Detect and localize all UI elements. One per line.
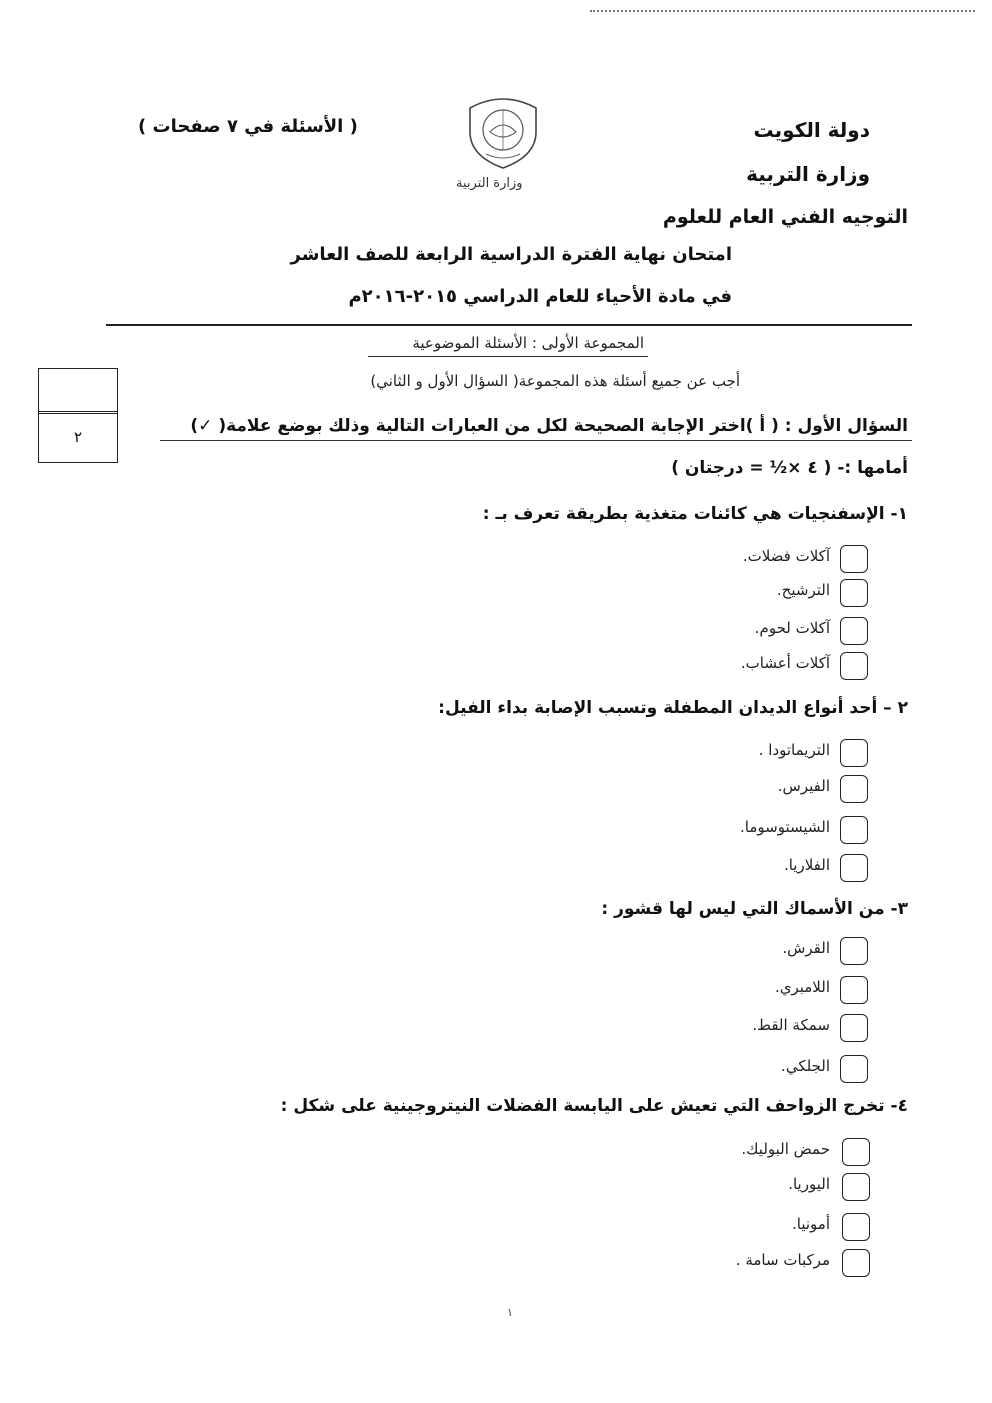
answer-checkbox[interactable]	[840, 617, 868, 645]
answer-checkbox[interactable]	[840, 1055, 868, 1083]
answer-checkbox[interactable]	[842, 1213, 870, 1241]
question-one-line1: السؤال الأول : ( أ )اختر الإجابة الصحيحة لكل من العبارات التالية وذلك بوضع علامة( ✓)	[190, 416, 908, 436]
answer-option: اللامبري.	[774, 978, 830, 996]
subject-line: في مادة الأحياء للعام الدراسي ٢٠١٥-٢٠١٦م	[348, 286, 732, 307]
scan-edge-line	[590, 10, 975, 12]
exam-title: امتحان نهاية الفترة الدراسية الرابعة للصف العاشر	[290, 244, 732, 265]
group-title: المجموعة الأولى : الأسئلة الموضوعية	[412, 334, 644, 352]
answer-checkbox[interactable]	[840, 976, 868, 1004]
emblem-icon	[458, 92, 548, 172]
answer-option: مركبات سامة .	[735, 1251, 830, 1269]
question-stem: ١- الإسفنجيات هي كائنات متغذية بطريقة تعرف بـ :	[482, 504, 908, 524]
answer-checkbox[interactable]	[842, 1173, 870, 1201]
answer-checkbox[interactable]	[840, 545, 868, 573]
page-number: ١	[507, 1306, 513, 1319]
answer-option: آكلات أعشاب.	[740, 654, 830, 672]
answer-option: الفلاريا.	[783, 856, 830, 874]
score-box	[38, 368, 118, 414]
department-name: التوجيه الفني العام للعلوم	[662, 206, 908, 228]
answer-option: سمكة القط.	[752, 1016, 830, 1034]
answer-checkbox[interactable]	[840, 1014, 868, 1042]
ministry-name: وزارة التربية	[746, 162, 870, 186]
pages-note: ( الأسئلة في ٧ صفحات )	[138, 116, 358, 137]
score-value: ٢	[73, 428, 83, 446]
answer-checkbox[interactable]	[840, 775, 868, 803]
answer-checkbox[interactable]	[840, 937, 868, 965]
answer-checkbox[interactable]	[840, 739, 868, 767]
country-name: دولة الكويت	[753, 118, 870, 142]
answer-checkbox[interactable]	[840, 652, 868, 680]
answer-option: القرش.	[782, 939, 830, 957]
header-divider	[106, 324, 912, 326]
question-one-line2: أمامها :- ( ٤ ×½ = درجتان )	[671, 458, 908, 478]
answer-option: آكلات لحوم.	[754, 619, 830, 637]
answer-checkbox[interactable]	[840, 816, 868, 844]
answer-option: الجلكي.	[781, 1057, 830, 1075]
answer-option: الشيستوسوما.	[740, 818, 830, 836]
question-stem: ٤- تخرج الزواحف التي تعيش على اليابسة الفضلات النيتروجينية على شكل :	[280, 1096, 908, 1116]
question-one-underline	[160, 440, 912, 441]
answer-checkbox[interactable]	[840, 579, 868, 607]
question-stem: ٣- من الأسماك التي ليس لها قشور :	[601, 899, 908, 919]
question-stem: ٢ – أحد أنواع الديدان المطفلة وتسبب الإصابة بداء الفيل:	[438, 698, 908, 718]
answer-option: حمض البوليك.	[741, 1140, 830, 1158]
answer-option: آكلات فضلات.	[742, 547, 830, 565]
answer-option: اليوريا.	[788, 1175, 830, 1193]
answer-checkbox[interactable]	[842, 1138, 870, 1166]
answer-option: الترشيح.	[776, 581, 830, 599]
group-instruction: أجب عن جميع أسئلة هذه المجموعة( السؤال الأول و الثاني)	[370, 372, 740, 390]
group-title-underline	[368, 356, 648, 357]
answer-option: الفيرس.	[777, 777, 830, 795]
answer-checkbox[interactable]	[840, 854, 868, 882]
logo-caption: وزارة التربية	[456, 176, 523, 191]
answer-checkbox[interactable]	[842, 1249, 870, 1277]
ministry-logo	[458, 92, 548, 172]
answer-option: التريماتودا .	[758, 741, 830, 759]
answer-option: أمونيا.	[792, 1215, 830, 1233]
